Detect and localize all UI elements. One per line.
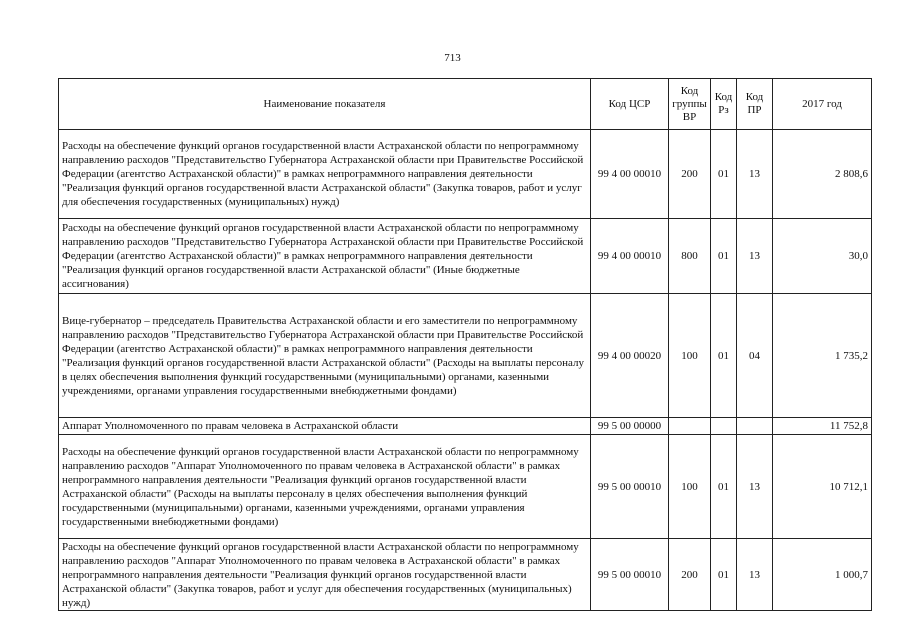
- row-vr: 200: [669, 130, 711, 219]
- row-pr: 13: [737, 130, 773, 219]
- row-vr: 800: [669, 219, 711, 294]
- row-name: Аппарат Уполномоченного по правам человека в Астраханской области: [59, 418, 591, 435]
- row-amount: 11 752,8: [773, 418, 872, 435]
- table-row: [59, 130, 872, 219]
- table-row: [59, 418, 872, 435]
- row-pr: 13: [737, 539, 773, 611]
- row-rz: 01: [711, 130, 737, 219]
- page-number: 713: [444, 52, 461, 64]
- budget-table: [58, 78, 872, 611]
- row-csr: 99 5 00 00010: [591, 435, 669, 539]
- row-rz: 01: [711, 294, 737, 418]
- row-amount: 10 712,1: [773, 435, 872, 539]
- row-vr: 100: [669, 435, 711, 539]
- row-amount: 2 808,6: [773, 130, 872, 219]
- row-csr: 99 4 00 00010: [591, 130, 669, 219]
- table-row: [59, 539, 872, 611]
- row-rz: 01: [711, 539, 737, 611]
- row-name: Вице-губернатор – председатель Правительства Астраханской области и его заместители по непрограммному направлению расходов "Представительство Губернатора Астраханской области при Правительстве Российской Федерации (агентство Астраханской области)" в рамках непрограммного направления деятельности "Реализация функций органов государственной власти Астраханской области" (Расходы на выплаты персоналу в целях обеспечения выполнения функций государственными (муниципальными) органами, казенными учреждениями, органами управления государственными внебюджетными фондами): [59, 294, 591, 418]
- header-pr: Код ПР: [737, 79, 773, 130]
- row-name: Расходы на обеспечение функций органов государственной власти Астраханской области по непрограммному направлению расходов "Представительство Губернатора Астраханской области при Правительстве Российской Федерации (агентство Астраханской области)" в рамках непрограммного направления деятельности "Реализация функций органов государственной власти Астраханской области" (Иные бюджетные ассигнования): [59, 219, 591, 294]
- header-name: Наименование показателя: [59, 79, 591, 130]
- row-rz: [711, 418, 737, 435]
- table-header-row: [59, 79, 872, 130]
- header-rz: Код Рз: [711, 79, 737, 130]
- table-row: [59, 294, 872, 418]
- row-csr: 99 5 00 00000: [591, 418, 669, 435]
- row-amount: 1 735,2: [773, 294, 872, 418]
- row-csr: 99 5 00 00010: [591, 539, 669, 611]
- row-pr: [737, 418, 773, 435]
- header-year: 2017 год: [773, 79, 872, 130]
- row-amount: 1 000,7: [773, 539, 872, 611]
- header-vr: Код группы ВР: [669, 79, 711, 130]
- row-pr: 13: [737, 435, 773, 539]
- row-pr: 13: [737, 219, 773, 294]
- row-rz: 01: [711, 219, 737, 294]
- header-csr: Код ЦСР: [591, 79, 669, 130]
- row-rz: 01: [711, 435, 737, 539]
- row-vr: 200: [669, 539, 711, 611]
- row-vr: 100: [669, 294, 711, 418]
- row-name: Расходы на обеспечение функций органов государственной власти Астраханской области по непрограммному направлению расходов "Представительство Губернатора Астраханской области при Правительстве Российской Федерации (агентство Астраханской области)" в рамках непрограммного направления деятельности "Реализация функций органов государственной власти Астраханской области" (Закупка товаров, работ и услуг для обеспечения государственных (муниципальных) нужд): [59, 130, 591, 219]
- table-row: [59, 219, 872, 294]
- table-row: [59, 435, 872, 539]
- row-vr: [669, 418, 711, 435]
- row-name: Расходы на обеспечение функций органов государственной власти Астраханской области по непрограммному направлению расходов "Аппарат Уполномоченного по правам человека в Астраханской области" в рамках непрограммного направления деятельности "Реализация функций органов государственной власти Астраханской области" (Расходы на выплаты персоналу в целях обеспечения выполнения функций государственными (муниципальными) органами, казенными учреждениями, органами управления государственными внебюджетными фондами): [59, 435, 591, 539]
- row-csr: 99 4 00 00020: [591, 294, 669, 418]
- row-name: Расходы на обеспечение функций органов государственной власти Астраханской области по непрограммному направлению расходов "Аппарат Уполномоченного по правам человека в Астраханской области" в рамках непрограммного направления деятельности "Реализация функций органов государственной власти Астраханской области" (Закупка товаров, работ и услуг для обеспечения государственных (муниципальных) нужд): [59, 539, 591, 611]
- row-amount: 30,0: [773, 219, 872, 294]
- row-pr: 04: [737, 294, 773, 418]
- row-csr: 99 4 00 00010: [591, 219, 669, 294]
